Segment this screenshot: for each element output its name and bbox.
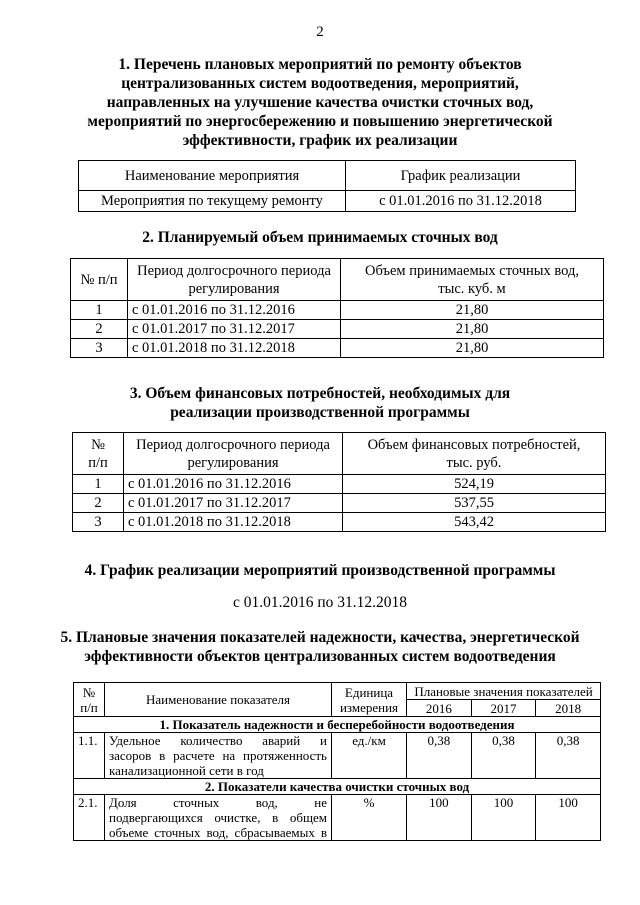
row-indicator-line: подвергающихся очистке, в общем xyxy=(109,810,327,825)
section5-title-line: 5. Плановые значения показателей надежности, качества, энергетической xyxy=(60,629,580,646)
row-indicator-line: засоров в расчете на протяженность xyxy=(109,748,327,763)
row-number: 1.1. xyxy=(74,733,105,779)
table-row xyxy=(74,733,601,779)
header-number-line: № xyxy=(91,436,105,453)
row-amount: 543,42 xyxy=(343,513,606,532)
section1-title-line: 1. Перечень плановых мероприятий по ремонту объектов xyxy=(118,56,522,73)
section4-period: с 01.01.2016 по 31.12.2018 xyxy=(232,594,408,611)
row-number: 2.1. xyxy=(74,795,105,841)
table-row xyxy=(71,339,604,358)
row-volume: 21,80 xyxy=(341,301,604,320)
header-unit xyxy=(332,683,407,717)
header-period-line: Период долгосрочного периода xyxy=(136,436,330,453)
row-value: 100 xyxy=(536,795,601,841)
row-unit: ед./км xyxy=(332,733,407,779)
header-volume xyxy=(341,259,604,301)
header-planned-values: Плановые значения показателей xyxy=(407,683,601,700)
row-indicator-name xyxy=(105,733,332,779)
row-amount: 524,19 xyxy=(343,475,606,494)
group-treatment-quality: 2. Показатели качества очистки сточных вод xyxy=(74,779,601,795)
header-number: № п/п xyxy=(71,259,128,301)
header-period-line: регулирования xyxy=(188,280,280,297)
section1-title-line: мероприятий по энергосбережению и повышению энергетической xyxy=(87,113,553,130)
activities-table xyxy=(78,160,576,212)
wastewater-volume-table xyxy=(70,258,604,358)
section3-title xyxy=(40,384,600,422)
row-indicator-name xyxy=(105,795,332,841)
page-number: 2 xyxy=(316,24,324,40)
row-period: с 01.01.2018 по 31.12.2018 xyxy=(128,339,341,358)
header-year: 2018 xyxy=(536,700,601,717)
financial-needs-table xyxy=(72,432,606,532)
header-year: 2017 xyxy=(471,700,536,717)
row-indicator-line: объеме сточных вод, сбрасываемых в xyxy=(109,825,327,840)
row-period: с 01.01.2017 по 31.12.2017 xyxy=(124,494,343,513)
header-finance-line: тыс. руб. xyxy=(446,454,502,471)
header-volume-line: Объем принимаемых сточных вод, xyxy=(365,262,579,279)
header-number-line: п/п xyxy=(80,699,98,715)
row-period: с 01.01.2016 по 31.12.2016 xyxy=(128,301,341,320)
header-number xyxy=(74,683,105,717)
row-unit: % xyxy=(332,795,407,841)
section3-title-line: 3. Объем финансовых потребностей, необходимых для xyxy=(129,385,511,402)
row-number: 1 xyxy=(71,301,128,320)
row-value: 0,38 xyxy=(407,733,472,779)
header-finance-line: Объем финансовых потребностей, xyxy=(367,436,581,453)
row-number: 3 xyxy=(73,513,124,532)
row-number: 2 xyxy=(73,494,124,513)
header-unit-line: Единица xyxy=(344,684,394,700)
row-value: 0,38 xyxy=(471,733,536,779)
section1-title-line: централизованных систем водоотведения, мероприятий, xyxy=(121,75,519,92)
row-number: 3 xyxy=(71,339,128,358)
section1-title-line: эффективности, график их реализации xyxy=(182,132,458,149)
header-number-line: п/п xyxy=(88,454,108,471)
group-reliability: 1. Показатель надежности и бесперебойности водоотведения xyxy=(74,717,601,733)
indicators-table xyxy=(73,682,601,841)
header-number-line: № xyxy=(82,684,96,700)
header-volume-line: тыс. куб. м xyxy=(438,280,506,297)
row-indicator-line: канализационной сети в год xyxy=(109,763,264,778)
header-activity-name: Наименование мероприятия xyxy=(79,161,346,191)
row-value: 0,38 xyxy=(536,733,601,779)
section1-title xyxy=(40,55,600,150)
section2-title: 2. Планируемый объем принимаемых сточных вод xyxy=(142,229,498,246)
header-period-line: регулирования xyxy=(187,454,279,471)
header-number xyxy=(73,433,124,475)
row-indicator-line: Удельное количество аварий и xyxy=(109,733,327,748)
activity-schedule-cell: с 01.01.2016 по 31.12.2018 xyxy=(346,191,576,212)
section5-title xyxy=(30,628,610,666)
row-number: 2 xyxy=(71,320,128,339)
table-row xyxy=(74,795,601,841)
header-period-line: Период долгосрочного периода xyxy=(137,262,331,279)
row-period: с 01.01.2018 по 31.12.2018 xyxy=(124,513,343,532)
table-row xyxy=(73,494,606,513)
header-period xyxy=(124,433,343,475)
table-row xyxy=(73,513,606,532)
header-finance xyxy=(343,433,606,475)
section4-title: 4. График реализации мероприятий производственной программы xyxy=(84,562,556,579)
row-period: с 01.01.2017 по 31.12.2017 xyxy=(128,320,341,339)
header-schedule: График реализации xyxy=(346,161,576,191)
section1-title-line: направленных на улучшение качества очистки сточных вод, xyxy=(106,94,534,111)
header-unit-line: измерения xyxy=(339,699,399,715)
row-value: 100 xyxy=(471,795,536,841)
row-indicator-line: Доля сточных вод, не xyxy=(109,795,327,810)
row-period: с 01.01.2016 по 31.12.2016 xyxy=(124,475,343,494)
row-volume: 21,80 xyxy=(341,320,604,339)
activity-name-cell: Мероприятия по текущему ремонту xyxy=(79,191,346,212)
row-value: 100 xyxy=(407,795,472,841)
row-volume: 21,80 xyxy=(341,339,604,358)
header-indicator-name: Наименование показателя xyxy=(105,683,332,717)
header-period xyxy=(128,259,341,301)
header-year: 2016 xyxy=(407,700,472,717)
section5-title-line: эффективности объектов централизованных систем водоотведения xyxy=(84,648,556,665)
section3-title-line: реализации производственной программы xyxy=(170,404,470,421)
table-row xyxy=(71,301,604,320)
table-row xyxy=(71,320,604,339)
row-amount: 537,55 xyxy=(343,494,606,513)
row-number: 1 xyxy=(73,475,124,494)
table-row xyxy=(73,475,606,494)
